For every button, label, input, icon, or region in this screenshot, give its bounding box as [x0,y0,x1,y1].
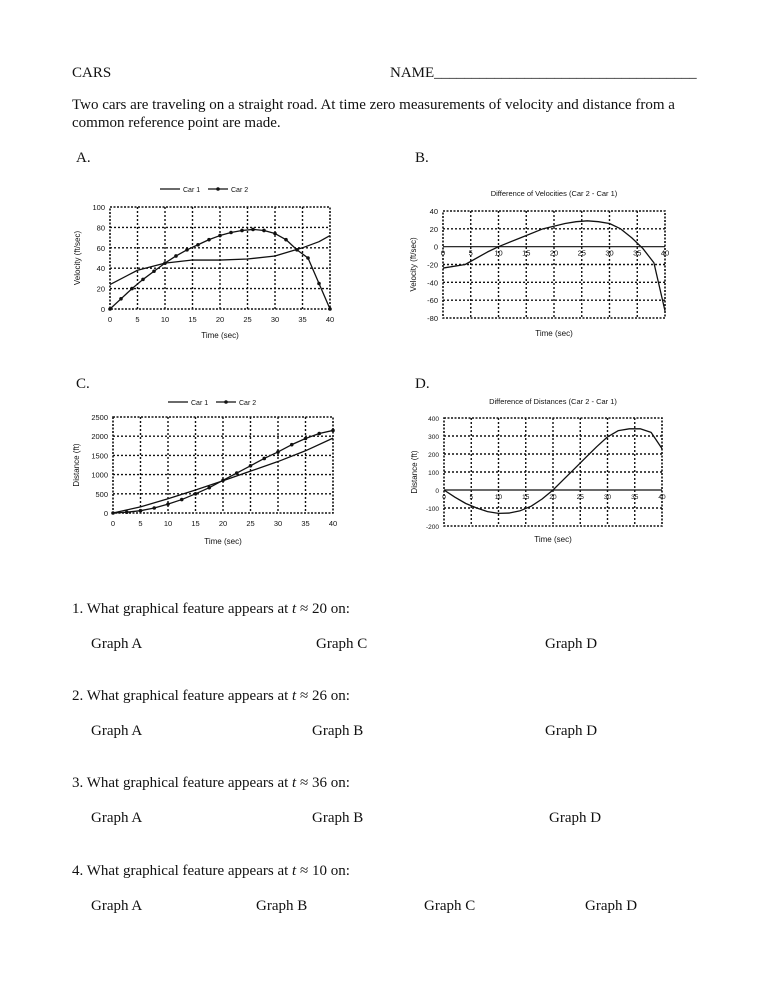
question-2 [72,688,350,705]
time-value: 20 [311,601,327,617]
question-text: 1. What graphical feature appears at [72,601,293,617]
option-graph: Graph C [316,636,368,652]
y-tick-label: -40 [427,278,438,288]
x-tick-label: 35 [298,315,307,324]
x-tick-label: 20 [549,494,557,501]
y-tick-label: 2500 [91,413,108,422]
legend-label: Car 2 [231,187,249,194]
y-axis-label: Distance (ft) [72,443,81,487]
x-tick-label: 5 [138,519,143,528]
chart-title: Difference of Velocities (Car 2 - Car 1) [490,189,618,198]
x-tick-label: 20 [549,248,559,258]
y-tick-label: 1500 [91,451,108,461]
question-text: 4. What graphical feature appears at [72,863,293,879]
question-4 [72,863,350,880]
option-graph: Graph A [91,810,143,826]
y-tick-label: 80 [96,223,105,233]
option-graph: Graph B [312,723,364,739]
time-value: 10 [311,863,327,879]
approx-sign: ≈ [296,688,312,704]
y-tick-label: 20 [96,284,105,294]
x-tick-label: 35 [301,519,310,528]
x-axis-label: Time (sec) [204,537,242,546]
y-tick-label: 100 [92,203,105,212]
x-tick-label: 30 [270,315,280,324]
legend-label: Car 1 [191,400,209,407]
y-tick-label: 0 [433,242,438,252]
question-1 [72,601,350,618]
y-tick-label: 40 [429,207,438,216]
x-tick-label: 15 [191,519,200,528]
x-tick-label: 5 [468,248,473,258]
question-3 [72,775,350,792]
time-variable: t [292,688,297,704]
y-axis-label: Distance (ft) [410,450,419,494]
intro-paragraph: Two cars are traveling on a straight road. At time zero measurements of velocity and distance from a common reference point are made. [72,97,675,131]
option-graph: Graph B [256,898,308,914]
y-tick-label: 0 [100,305,105,314]
x-tick-label: 5 [469,494,474,501]
y-tick-label: 20 [429,224,438,234]
y-tick-label: 2000 [91,432,108,442]
y-tick-label: 500 [95,489,108,499]
y-axis-label: Velocity (ft/sec) [73,230,82,286]
time-variable: t [292,601,297,617]
y-tick-label: -200 [425,524,439,531]
x-tick-label: 25 [576,494,584,501]
option-graph: Graph C [424,898,476,914]
option-graph: Graph D [549,810,602,826]
y-tick-label: 40 [96,264,105,274]
time-variable: t [292,775,297,791]
time-value: 36 [311,775,327,791]
legend-label: Car 1 [183,187,201,194]
worksheet-title: CARS [72,65,112,81]
question-text: 3. What graphical feature appears at [72,775,293,791]
x-tick-label: 40 [325,315,335,324]
question-suffix: on: [326,601,350,617]
x-axis-label: Time (sec) [534,535,572,544]
y-axis-label: Velocity (ft/sec) [409,237,418,292]
x-tick-label: 0 [110,519,116,528]
y-tick-label: 0 [103,509,108,518]
approx-sign: ≈ [296,863,312,879]
question-suffix: on: [326,775,350,791]
x-tick-label: 15 [188,315,197,324]
x-tick-label: 40 [658,494,666,501]
option-graph: Graph A [91,723,143,739]
y-tick-label: -60 [427,296,438,306]
x-tick-label: 35 [633,248,642,258]
y-tick-label: 0 [435,488,439,495]
y-tick-label: -80 [427,314,438,323]
x-tick-label: 30 [605,248,614,258]
y-tick-label: 100 [428,470,439,477]
x-tick-label: 10 [163,519,173,528]
x-tick-label: 40 [660,248,670,258]
option-graph: Graph B [312,810,364,826]
question-suffix: on: [326,688,350,704]
x-tick-label: 30 [273,519,283,528]
question-suffix: on: [326,863,350,879]
x-axis-label: Time (sec) [535,329,573,338]
question-text: 2. What graphical feature appears at [72,688,293,704]
option-graph: Graph A [91,636,143,652]
x-tick-label: 20 [215,315,225,324]
y-tick-label: 400 [428,416,439,423]
legend-label: Car 2 [239,400,257,407]
approx-sign: ≈ [296,775,312,791]
time-value: 26 [311,688,327,704]
panel-label-a: A. [76,150,91,166]
x-axis-label: Time (sec) [201,331,239,340]
y-tick-label: 1000 [91,470,108,480]
x-tick-label: 30 [603,494,612,501]
x-tick-label: 10 [160,315,170,324]
x-tick-label: 20 [218,519,228,528]
option-graph: Graph D [585,898,638,914]
x-tick-label: 10 [494,494,503,501]
x-tick-label: 0 [440,248,446,258]
y-tick-label: 60 [96,243,105,253]
x-tick-label: 40 [328,519,338,528]
x-tick-label: 25 [243,315,252,324]
chart-title: Difference of Distances (Car 2 - Car 1) [489,397,617,406]
y-tick-label: -20 [427,260,438,270]
y-tick-label: -100 [425,506,439,513]
panel-label-d: D. [415,376,430,392]
time-variable: t [292,863,297,879]
x-tick-label: 35 [631,494,639,501]
option-graph: Graph A [91,898,143,914]
x-tick-label: 10 [494,248,503,258]
option-graph: Graph D [545,723,598,739]
x-tick-label: 0 [107,315,113,324]
x-tick-label: 25 [577,248,586,258]
x-tick-label: 5 [135,315,140,324]
option-graph: Graph D [545,636,598,652]
y-tick-label: 200 [428,452,439,459]
x-tick-label: 0 [442,494,446,501]
x-tick-label: 15 [522,248,531,258]
x-tick-label: 25 [246,519,255,528]
panel-label-b: B. [415,150,429,166]
panel-label-c: C. [76,376,90,392]
name-field-label: NAME___________________________________ [390,65,697,81]
y-tick-label: 300 [428,434,439,441]
approx-sign: ≈ [296,601,312,617]
x-tick-label: 15 [522,494,530,501]
